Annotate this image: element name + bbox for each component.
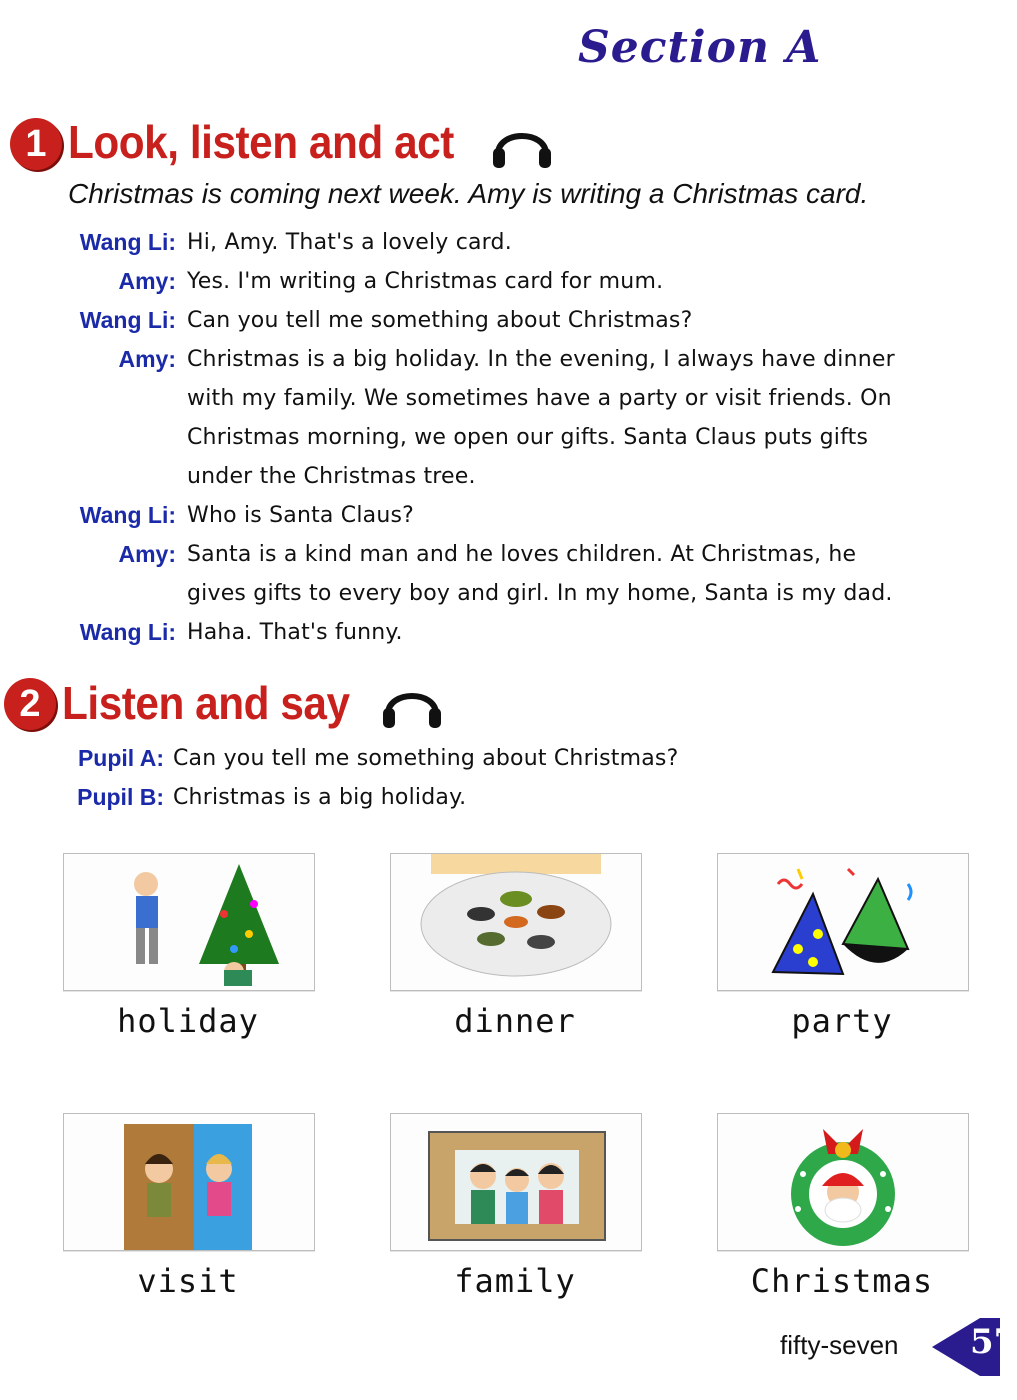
part1-title: Look, listen and act	[68, 116, 454, 168]
dialogue-line: with my family. We sometimes have a party or visit friends. On	[187, 386, 892, 411]
vocab-word: visit	[137, 1262, 239, 1300]
vocab-word: family	[454, 1262, 576, 1300]
vocab-word: Christmas	[750, 1262, 934, 1300]
headphones-icon[interactable]	[490, 118, 554, 174]
section-title: Section A	[578, 22, 822, 73]
part2-number-badge: 2	[4, 678, 56, 730]
dialogue-line: Who is Santa Claus?	[187, 503, 415, 528]
speaker-label: Pupil A:	[77, 745, 164, 771]
dialogue-line: Christmas morning, we open our gifts. Santa Claus puts gifts	[187, 425, 869, 450]
vocab-word: holiday	[117, 1002, 259, 1040]
dialogue-line: Haha. That's funny.	[187, 620, 403, 645]
speaker-label: Wang Li:	[79, 502, 176, 528]
headphones-icon[interactable]	[380, 678, 444, 734]
dialogue-line: under the Christmas tree.	[187, 464, 476, 489]
santa-wreath-picture	[717, 1113, 969, 1251]
dialogue-line: gives gifts to every boy and girl. In my home, Santa is my dad.	[187, 581, 893, 606]
vocab-word: dinner	[454, 1002, 576, 1040]
vocab-word: party	[791, 1002, 893, 1040]
dialogue-line: Yes. I'm writing a Christmas card for mum.	[187, 269, 664, 294]
dialogue-line: Christmas is a big holiday.	[173, 785, 467, 810]
dialogue-line: Hi, Amy. That's a lovely card.	[187, 230, 512, 255]
speaker-label: Pupil B:	[77, 784, 164, 810]
dialogue-line: Can you tell me something about Christmas?	[187, 308, 693, 333]
part1-number-badge: 1	[10, 118, 62, 170]
page-number: 57	[970, 1322, 1017, 1362]
speaker-label: Wang Li:	[79, 307, 176, 333]
speaker-label: Amy:	[118, 268, 176, 294]
part1-intro: Christmas is coming next week. Amy is writing a Christmas card.	[68, 178, 869, 209]
speaker-label: Amy:	[118, 346, 176, 372]
speaker-label: Amy:	[118, 541, 176, 567]
part2-title: Listen and say	[62, 677, 350, 729]
visit-door-picture	[63, 1113, 315, 1251]
party-hats-picture	[717, 853, 969, 991]
dialogue-line: Can you tell me something about Christmas?	[173, 746, 679, 771]
dialogue-line: Christmas is a big holiday. In the evening, I always have dinner	[187, 347, 895, 372]
speaker-label: Wang Li:	[79, 229, 176, 255]
speaker-label: Wang Li:	[79, 619, 176, 645]
dialogue-line: Santa is a kind man and he loves children. At Christmas, he	[187, 542, 857, 567]
page-number-words: fifty-seven	[780, 1330, 899, 1360]
christmas-tree-picture	[63, 853, 315, 991]
dinner-table-picture	[390, 853, 642, 991]
family-photo-picture	[390, 1113, 642, 1251]
